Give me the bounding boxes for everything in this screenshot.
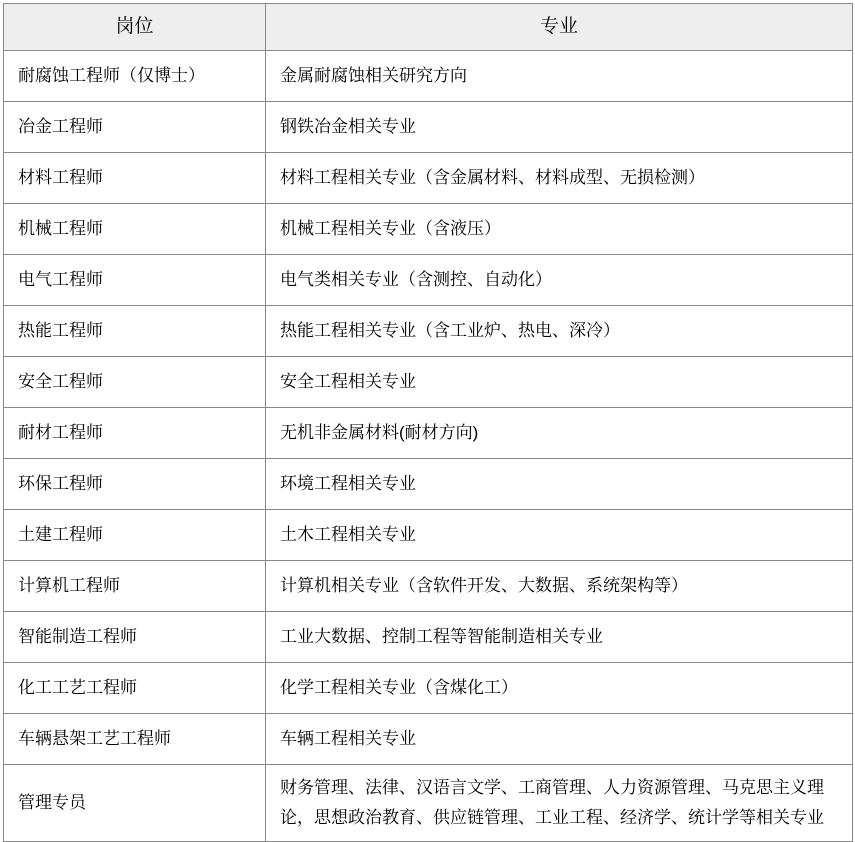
- table-header-row: [4, 4, 853, 51]
- table-row: [4, 51, 853, 102]
- table-row: [4, 357, 853, 408]
- cell-post: 土建工程师: [4, 510, 266, 561]
- document-page: [0, 3, 855, 827]
- cell-major: 无机非金属材料(耐材方向): [266, 408, 853, 459]
- table-body: [4, 51, 853, 842]
- cell-post: 化工工艺工程师: [4, 663, 266, 714]
- cell-major: 工业大数据、控制工程等智能制造相关专业: [266, 612, 853, 663]
- cell-post: 耐材工程师: [4, 408, 266, 459]
- cell-major: 热能工程相关专业（含工业炉、热电、深冷）: [266, 306, 853, 357]
- cell-post: 环保工程师: [4, 459, 266, 510]
- cell-major: 安全工程相关专业: [266, 357, 853, 408]
- cell-major: 金属耐腐蚀相关研究方向: [266, 51, 853, 102]
- table-row: [4, 612, 853, 663]
- cell-post: 机械工程师: [4, 204, 266, 255]
- cell-post: 电气工程师: [4, 255, 266, 306]
- cell-post: 车辆悬架工艺工程师: [4, 714, 266, 765]
- cell-post: 安全工程师: [4, 357, 266, 408]
- table-row: [4, 510, 853, 561]
- table-row: [4, 663, 853, 714]
- column-header-major: 专业: [266, 4, 853, 51]
- table-row: [4, 714, 853, 765]
- cell-post: 材料工程师: [4, 153, 266, 204]
- table-row: [4, 765, 853, 842]
- table-row: [4, 153, 853, 204]
- cell-post: 智能制造工程师: [4, 612, 266, 663]
- cell-post: 热能工程师: [4, 306, 266, 357]
- table-row: [4, 255, 853, 306]
- cell-major: 车辆工程相关专业: [266, 714, 853, 765]
- cell-major: 环境工程相关专业: [266, 459, 853, 510]
- cell-major: 机械工程相关专业（含液压）: [266, 204, 853, 255]
- job-requirements-table: [3, 3, 853, 842]
- cell-post: 管理专员: [4, 765, 266, 842]
- cell-major: 钢铁冶金相关专业: [266, 102, 853, 153]
- cell-post: 计算机工程师: [4, 561, 266, 612]
- cell-major: 化学工程相关专业（含煤化工）: [266, 663, 853, 714]
- cell-major: 财务管理、法律、汉语言文学、工商管理、人力资源管理、马克思主义理论，思想政治教育、供应链管理、工业工程、经济学、统计学等相关专业: [266, 765, 853, 842]
- cell-post: 冶金工程师: [4, 102, 266, 153]
- table-row: [4, 306, 853, 357]
- table-row: [4, 459, 853, 510]
- cell-major: 土木工程相关专业: [266, 510, 853, 561]
- cell-major: 材料工程相关专业（含金属材料、材料成型、无损检测）: [266, 153, 853, 204]
- table-row: [4, 204, 853, 255]
- column-header-post: 岗位: [4, 4, 266, 51]
- table-row: [4, 561, 853, 612]
- cell-major: 电气类相关专业（含测控、自动化）: [266, 255, 853, 306]
- cell-post: 耐腐蚀工程师（仅博士）: [4, 51, 266, 102]
- table-row: [4, 408, 853, 459]
- table-row: [4, 102, 853, 153]
- table-header: [4, 4, 853, 51]
- cell-major: 计算机相关专业（含软件开发、大数据、系统架构等）: [266, 561, 853, 612]
